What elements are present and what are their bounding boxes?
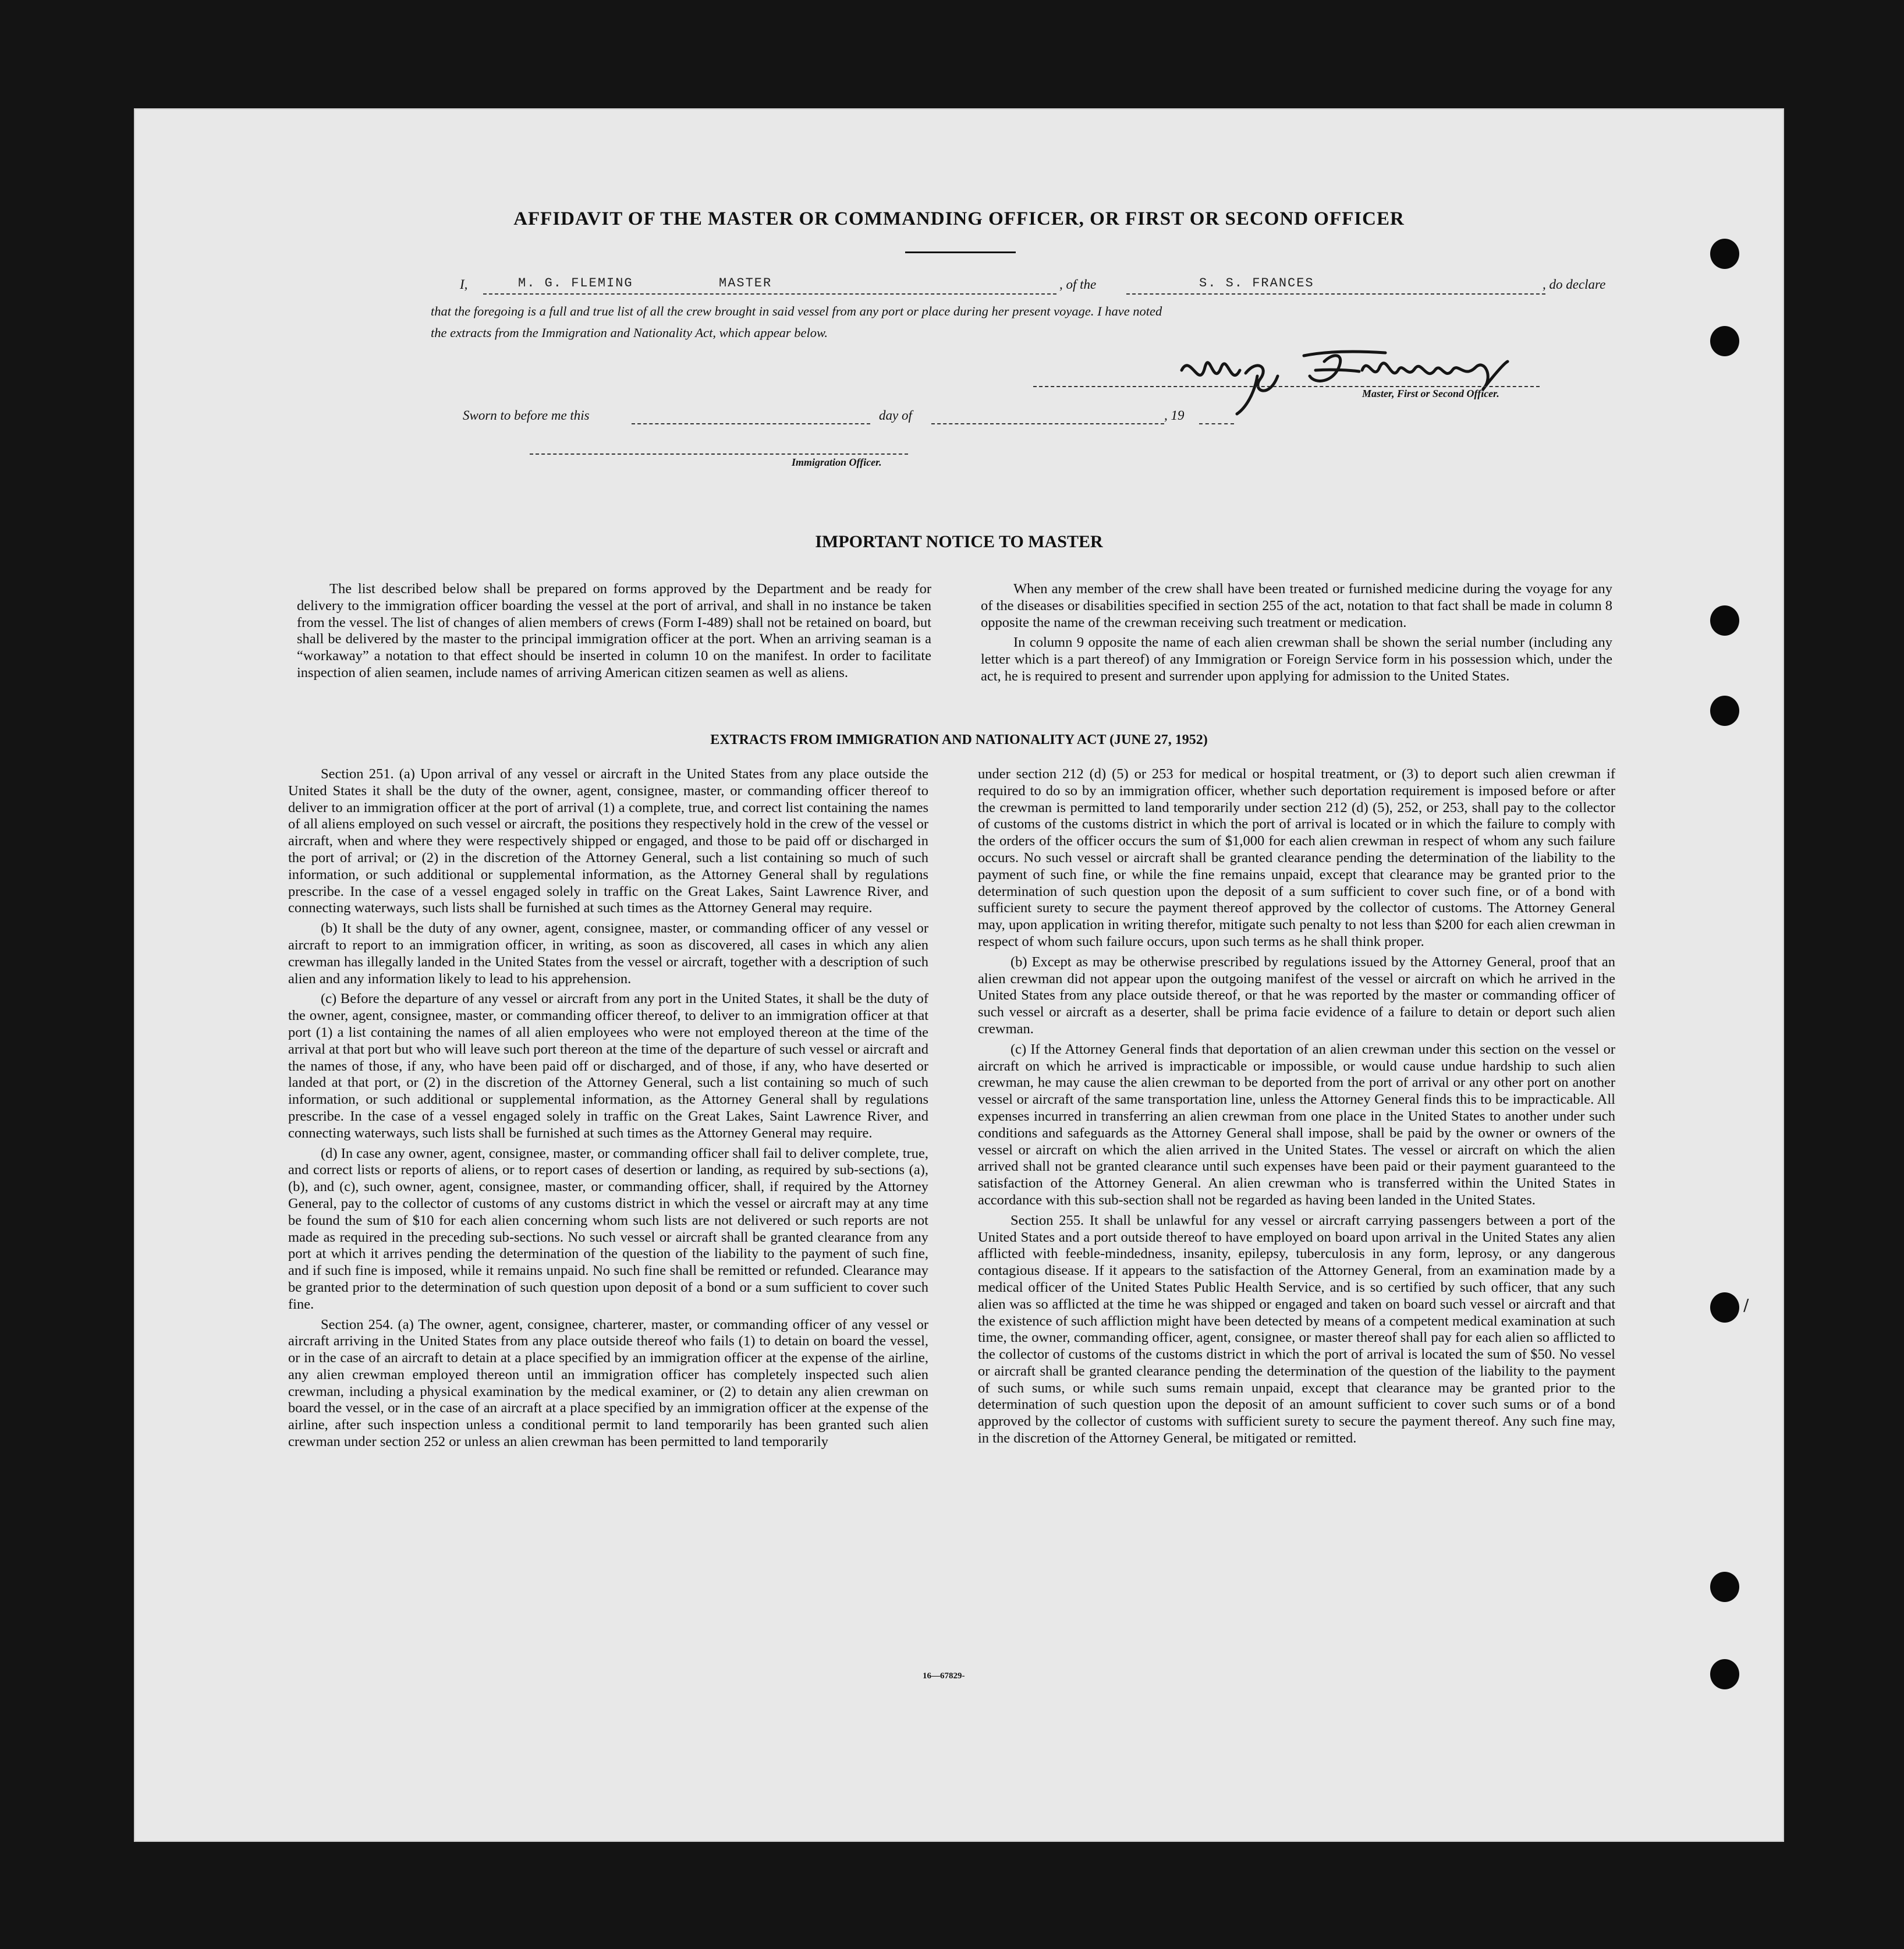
extract-paragraph: under section 212 (d) (5) or 253 for medical or hospital treatment, or (3) to deport such alien crewman if required to do so by an immigration officer, whether such deportation requirement is imposed before or after the crewman is permitted to land temporarily under section 212 (d) (5), 252, or 253, shall pay to the collector of customs of the customs district in which the port of arrival is located or in which the failure to comply with the orders of the officer occurs the sum of $1,000 for each alien crewman in respect of whom any such failure occurs. No such vessel or aircraft shall be granted clearance pending the determination of the liability to the payment of such fine, or while the fine remains unpaid, except that clearance may be granted prior to the determination of such question upon the deposit of a sum sufficient to cover such fine, or of a bond with sufficient surety to secure the payment thereof approved by the collector of customs. The Attorney General may, upon application in writing therefor, mitigate such penalty to not less than $200 for each alien crewman in respect of whom such failure occurs, upon such terms as he shall think proper. xyxy=(978,766,1615,949)
notice-right-column xyxy=(981,581,1612,689)
sworn-day-blank xyxy=(632,423,870,424)
extract-paragraph: (c) If the Attorney General finds that deportation of an alien crewman under this section on the vessel or aircraft on which he arrived is impracticable or impossible, or would cause undue hardship to such alien crewman, he may cause the alien crewman to be deported from the port of arrival or any other port on another vessel or aircraft of the same transportation line, unless the Attorney General finds this to be impracticable. All expenses incurred in transferring an alien crewman from one place in the United States to another under such conditions and safeguards as the Attorney General shall impose, shall be paid by the owner or owners of the vessel or aircraft on which the alien arrived in the United States. The vessel or aircraft on which the alien arrived shall not be granted clearance until such expenses have been paid or their payment guaranteed to the satisfaction of the Attorney General. An alien crewman who is transferred within the United States in accordance with this sub-section shall not be regarded as having been landed in the United States. xyxy=(978,1041,1615,1208)
immigration-officer-line xyxy=(530,453,908,455)
declaration-line-2: that the foregoing is a full and true list of all the crew brought in said vessel from any port or place during her present voyage. I have noted xyxy=(431,304,1162,318)
extract-paragraph: (d) In case any owner, agent, consignee, master, or commanding officer shall fail to deliver complete, true, and correct lists or reports of aliens, or to report cases of desertion or landing, as required by sub-sections (a), (b), and (c), such owner, agent, consignee, master, or commanding officer, shall, if required by the Attorney General, pay to the collector of customs of any customs district in which the vessel or aircraft may at any time be found the sum of $10 for each alien concerning whom such lists are not delivered or such reports are not made as required in the preceding sub-sections. No such vessel or aircraft shall be granted clearance from any port at which it arrives pending the determination of the question of the liability to the payment of such fine, and if such fine is imposed, while it remains unpaid. No such fine shall be remitted or refunded. Clearance may be granted prior to the determination of such question upon deposit of a bond or a sum sufficient to cover such fine. xyxy=(288,1145,928,1312)
of-the-label: , of the xyxy=(1059,277,1097,292)
extracts-title: EXTRACTS FROM IMMIGRATION AND NATIONALITY ACT (JUNE 27, 1952) xyxy=(710,732,1208,747)
punch-hole xyxy=(1710,696,1739,726)
signature-line xyxy=(1033,386,1540,387)
punch-hole xyxy=(1710,1572,1739,1602)
year-prefix: , 19 xyxy=(1164,408,1185,423)
declarant-prefix: I, xyxy=(460,277,468,292)
notice-right-paragraph-1: When any member of the crew shall have been treated or furnished medicine during the voyage for any of the diseases or disabilities specified in section 255 of the act, notation to that fact shall be made in column 8 opposite the name of the crewman receiving such treatment or medication. xyxy=(981,581,1612,630)
signature-label: Master, First or Second Officer. xyxy=(1362,388,1499,399)
extract-paragraph: Section 251. (a) Upon arrival of any vessel or aircraft in the United States from any place outside the United States it shall be the duty of the owner, agent, consignee, master, or commanding officer thereof to deliver to an immigration officer at the port of arrival (1) a complete, true, and correct list containing the names of all aliens employed on such vessel or aircraft, the positions they respectively hold in the crew of the vessel or aircraft, when and where they were respectively shipped or engaged, and those to be paid off or discharged in the port of arrival; or (2) in the discretion of the Attorney General, such a list containing so much of such information, or such additional or supplemental information, as the Attorney General shall by regulations prescribe. In the case of a vessel engaged solely in traffic on the Great Lakes, Saint Lawrence River, and connecting waterways, such lists shall be furnished at such times as the Attorney General may require. xyxy=(288,766,928,916)
punch-hole xyxy=(1710,1292,1739,1323)
notice-right-paragraph-2: In column 9 opposite the name of each alien crewman shall be shown the serial number (including any letter which is a part thereof) of any Immigration or Foreign Service form in his possession which, under the act, he is required to present and surrender upon applying for admission to the United States. xyxy=(981,635,1612,684)
declaration-line-3: the extracts from the Immigration and Nationality Act, which appear below. xyxy=(431,325,828,340)
sworn-month-blank xyxy=(931,423,1164,424)
punch-hole xyxy=(1710,1659,1739,1689)
punch-hole xyxy=(1710,605,1739,636)
affidavit-title: AFFIDAVIT OF THE MASTER OR COMMANDING OFFICER, OR FIRST OR SECOND OFFICER xyxy=(513,208,1405,229)
extracts-right-column xyxy=(978,766,1615,1451)
extract-paragraph: (b) Except as may be otherwise prescribed by regulations issued by the Attorney General, proof that an alien crewman did not appear upon the outgoing manifest of the vessel or aircraft on which he arrived in the United States from any place outside thereof, or that he was reported by the master or commanding officer of such vessel or aircraft as a deserter, shall be prima facie evidence of a failure to detain or deport such alien crewman. xyxy=(978,954,1615,1037)
immigration-officer-label: Immigration Officer. xyxy=(792,456,882,468)
vessel-blank xyxy=(1126,293,1545,295)
punch-hole xyxy=(1710,239,1739,269)
notice-left-column xyxy=(297,581,931,685)
sworn-year-blank xyxy=(1199,423,1234,424)
extract-paragraph: Section 254. (a) The owner, agent, consignee, charterer, master, or commanding officer of any vessel or aircraft arriving in the United States from any place outside thereof who fails (1) to detain on board the vessel, or in the case of an aircraft to detain at a place specified by an immigration officer at the expense of the airline, any alien crewman employed thereon until an immigration officer has completely inspected such alien crewman, including a physical examination by the medical examiner, or (2) to detain any alien crewman on board the vessel, or in the case of an aircraft at a place specified by an immigration officer at the expense of the airline, after such inspection unless a conditional permit to land temporarily has been granted such alien crewman under section 252 or unless an alien crewman has been permitted to land temporarily xyxy=(288,1316,928,1450)
extract-paragraph: Section 255. It shall be unlawful for any vessel or aircraft carrying passengers between a port of the United States and a port outside thereof to have employed on board upon arrival in the United States any alien afflicted with feeble-mindedness, insanity, epilepsy, tuberculosis in any form, leprosy, or any dangerous contagious disease. If it appears to the satisfaction of the Attorney General, from an examination made by a medical officer of the United States Public Health Service, and is so certified by such officer, that any such alien was so afflicted at the time he was shipped or engaged and taken on board such vessel or aircraft and that the existence of such affliction might have been detected by means of a competent medical examination at such time, the owner, commanding officer, agent, consignee, or master thereof shall pay for each alien so afflicted to the collector of customs of the customs district in which the port of arrival is located the sum of $50. No vessel or aircraft shall be granted clearance pending the determination of the question of the liability to the payment of such sums, or while such sums remain unpaid, except that clearance may be granted prior to the determination of such question upon the deposit of an amount sufficient to cover such sums or of a bond approved by the collector of customs with sufficient surety to secure the payment thereof. Any such fine may, in the discretion of the Attorney General, be mitigated or remitted. xyxy=(978,1212,1615,1447)
extract-paragraph: (b) It shall be the duty of any owner, agent, consignee, master, or commanding officer of any vessel or aircraft to report to an immigration officer, in writing, as soon as discovered, all cases in which any alien crewman has illegally landed in the United States from the vessel or aircraft, together with a description of such alien and any information likely to lead to his apprehension. xyxy=(288,920,928,987)
punch-hole xyxy=(1710,326,1739,356)
day-of-label: day of xyxy=(879,408,912,423)
declarant-rank: MASTER xyxy=(719,276,772,290)
declarant-name: M. G. FLEMING xyxy=(518,276,633,290)
do-declare-label: , do declare xyxy=(1543,277,1606,292)
sworn-prefix: Sworn to before me this xyxy=(463,408,590,423)
notice-left-paragraph: The list described below shall be prepared on forms approved by the Department and be ready for delivery to the immigration officer boarding the vessel at the port of arrival, and shall in no instance be taken from the vessel. The list of changes of alien members of crews (Form I-489) shall not be retained on board, but shall be delivered by the master to the principal immigration officer at the port. When an arriving seaman is a “workaway” a notation to that effect should be inserted in column 10 on the manifest. In order to facilitate inspection of alien seamen, include names of arriving American citizen seamen as well as aliens. xyxy=(297,581,931,681)
extracts-left-column xyxy=(288,766,928,1454)
vessel-name: S. S. FRANCES xyxy=(1199,276,1314,290)
declarant-blank xyxy=(483,293,1056,295)
master-signature xyxy=(1158,335,1577,417)
extract-paragraph: (c) Before the departure of any vessel or aircraft from any port in the United States, it shall be the duty of the owner, agent, consignee, master, or commanding officer thereof, to deliver to an immigration officer at that port (1) a list containing the names of all alien employees who were not employed thereon at the time of the arrival at that port but who will leave such port thereon at the time of the departure of such vessel or aircraft and the names of those, if any, who have been paid off or discharged, and of those, if any, who have deserted or landed at that port, or (2) in the discretion of the Attorney General, such a list containing so much of such information, or such additional or supplemental information, as the Attorney General shall by regulations prescribe. In the case of a vessel engaged solely in traffic on the Great Lakes, Saint Lawrence River, and connecting waterways, such lists shall be furnished at such times as the Attorney General may require. xyxy=(288,991,928,1141)
form-number: 16—67829- xyxy=(923,1671,965,1681)
title-rule xyxy=(905,251,1016,253)
notice-title: IMPORTANT NOTICE TO MASTER xyxy=(815,532,1103,551)
document-page xyxy=(134,108,1784,1842)
margin-mark: / xyxy=(1743,1295,1749,1314)
